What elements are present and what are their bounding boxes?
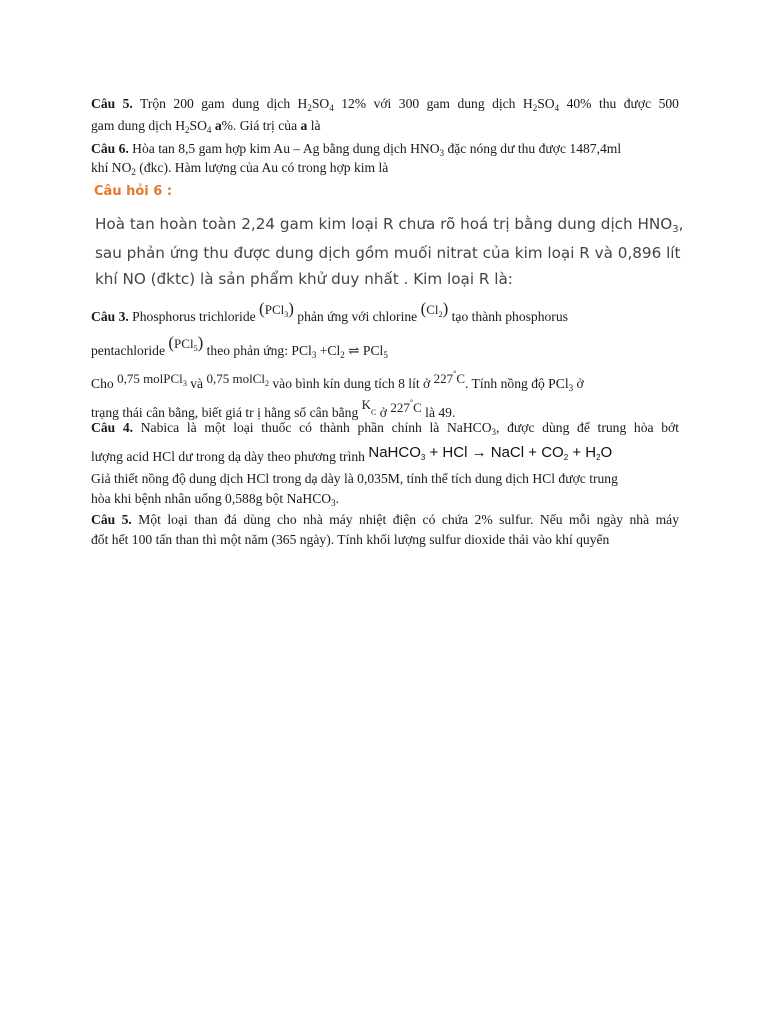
sub: 4 [554, 103, 560, 113]
text: là [307, 118, 321, 133]
text: Cho [91, 376, 118, 391]
formula-pcl5: (PCl$_5$) [168, 333, 204, 353]
embed-title: Câu hỏi 6 : [94, 184, 173, 199]
q4-line4 [91, 489, 679, 508]
equation-nahco3-hcl: NaHCO$_3$ + HCl → NaCl + $CO_2 + H_2O$ [368, 444, 613, 462]
sub: 2 [185, 125, 190, 135]
text: trạng thái cân bằng, biết giá tr ị hằng số cân bằng [91, 405, 362, 420]
q3-line3 [91, 369, 679, 398]
text: (đkc). Hàm lượng của Au có trong hợp kim là [135, 160, 389, 175]
text: phản ứng với chlorine [293, 309, 421, 324]
formula-mol-cl2: 0,75 molCl$_2$ [206, 371, 269, 388]
text: đặc nóng dư thu được 1487,4ml [444, 141, 622, 156]
text: ở [376, 405, 391, 420]
text: khí NO [91, 160, 132, 175]
sub: 2 [131, 167, 136, 177]
sub: 2 [532, 103, 538, 113]
text: vào bình kín dung tích 8 lít ở [268, 376, 434, 391]
sub: 3 [311, 350, 317, 360]
text: , [678, 215, 684, 233]
text: và [186, 376, 207, 391]
text: Nabica là một loại thuốc có thành phần chính là NaHCO [133, 420, 492, 435]
sub: 3 [672, 224, 679, 235]
text: Một loại than đá dùng cho nhà máy nhiệt điện có chứa 2% sulfur. Nếu mỗi ngày nhà máy [131, 512, 679, 527]
sub: 3 [491, 427, 497, 437]
sub: 2 [340, 350, 345, 360]
q5b-line1 [91, 510, 679, 529]
text: SO [537, 96, 555, 111]
text: %. Giá trị của [221, 118, 301, 133]
q4-line2 [91, 444, 679, 466]
sub: 3 [331, 498, 336, 508]
sub: 4 [206, 125, 212, 135]
text: SO [189, 118, 207, 133]
text: hòa khi bệnh nhân uống 0,588g bột NaHCO [91, 491, 332, 506]
q5a-text: Trộn 200 gam dung dịch H [140, 96, 308, 111]
formula-mol-pcl3: 0,75 molPCl$_3$ [117, 371, 187, 388]
text: Phosphorus trichloride [128, 309, 260, 324]
text: , được dùng để trung hòa bớt [496, 420, 679, 435]
text: ở [573, 376, 584, 391]
formula-cl2: $(Cl_2)$ [420, 299, 449, 319]
q3-line1 [91, 299, 679, 331]
text: lượng acid HCl dư trong dạ dày theo phương trình [91, 449, 369, 464]
embed-line3: khí NO (đktc) là sản phẩm khử duy nhất . Kim loại R là: [95, 270, 513, 288]
bold-a: a [214, 118, 222, 133]
sub: 2 [307, 103, 312, 113]
text: tạo thành phosphorus [448, 309, 568, 324]
text: . Tính nồng độ PCl [464, 376, 569, 391]
q3-label: Câu 3. [91, 309, 129, 324]
q6a-line2 [91, 158, 679, 177]
text: . [335, 491, 340, 506]
text: 12% với 300 gam dung dịch H [333, 96, 533, 111]
q5a-line1 [91, 94, 679, 113]
bold-a: a [300, 118, 308, 133]
sub: 4 [329, 103, 334, 113]
text: SO [311, 96, 330, 111]
embed-line2: sau phản ứng thu được dung dịch gồm muối nitrat của kim loại R và 0,896 lít [95, 244, 681, 262]
q5b-label: Câu 5. [91, 512, 132, 527]
text: 40% thu được 500 [559, 96, 679, 111]
sub: 3 [439, 148, 445, 158]
formula-kc: $K_C$ [361, 397, 377, 417]
temperature-227c: 227°C [390, 398, 422, 415]
text: Hoà tan hoàn toàn 2,24 gam kim loại R chưa rõ hoá trị bằng dung dịch HNO [95, 215, 673, 233]
embed-line1 [95, 215, 683, 233]
q4-label: Câu 4. [91, 420, 134, 435]
q6a-line1 [91, 139, 679, 158]
text: là 49. [421, 405, 456, 420]
q5a-label: Câu 5. [91, 96, 133, 111]
q4-line3: Giả thiết nồng độ dung dịch HCl trong dạ dày là 0,035M, tính thể tích dung dịch HCl được trung [91, 471, 618, 486]
temperature-227c: 227°C [433, 369, 465, 386]
sub: 5 [383, 350, 388, 360]
formula-pcl3: (PCl$_3$) [259, 299, 294, 319]
text: theo phản ứng: PCl [203, 343, 312, 358]
q6a-label: Câu 6. [91, 141, 129, 156]
q3-line2 [91, 333, 679, 365]
text: +Cl [316, 343, 341, 358]
q5b-line2: đốt hết 100 tấn than thì một năm (365 ngày). Tính khối lượng sulfur dioxide thải vào khí quyển [91, 532, 610, 547]
text: gam dung dịch H [91, 118, 186, 133]
sub: 3 [568, 383, 574, 393]
text: ⇌ PCl [344, 343, 384, 358]
q5a-line2 [91, 116, 679, 135]
text: Hòa tan 8,5 gam hợp kim Au – Ag bằng dung dịch HNO [128, 141, 440, 156]
q4-line1 [91, 418, 679, 437]
text: pentachloride [91, 343, 169, 358]
